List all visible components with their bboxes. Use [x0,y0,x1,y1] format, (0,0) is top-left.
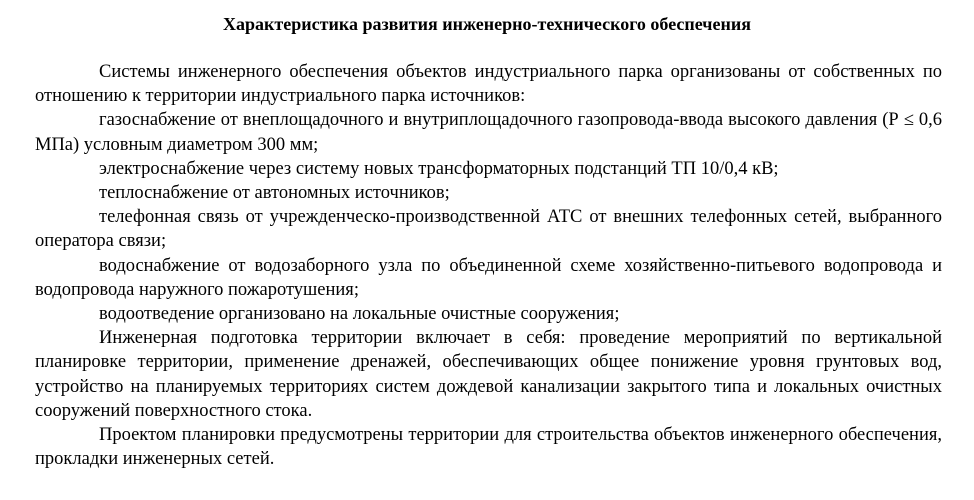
document-body [35,60,942,471]
paragraph-engineering-preparation: Инженерная подготовка территории включает в себя: проведение мероприятий по вертикальной планировке территории, применение дренажей, обеспечивающих общее понижение уровня грунтовых вод, устройство на планируемых территориях систем дождевой канализации закрытого типа и локальных очистных сооружений поверхностного стока. [35,328,942,421]
paragraph-power-supply: электроснабжение через систему новых трансформаторных подстанций ТП 10/0,4 кВ; [99,158,779,179]
paragraph-heat-supply: теплоснабжение от автономных источников; [99,183,450,204]
paragraph-intro: Системы инженерного обеспечения объектов индустриального парка организованы от собственных по отношению к территории индустриального парка источников: [35,62,942,107]
paragraph-drainage: водоотведение организовано на локальные очистные сооружения; [99,304,620,325]
paragraph-water-supply: водоснабжение от водозаборного узла по объединенной схеме хозяйственно-питьевого водопровода и водопровода наружного пожаротушения; [35,255,942,300]
document-title: Характеристика развития инженерно-технического обеспечения [223,14,751,34]
paragraph-planning-project: Проектом планировки предусмотрены территории для строительства объектов инженерного обеспечения, прокладки инженерных сетей. [35,425,942,470]
paragraph-telephone: телефонная связь от учрежденческо-производственной АТС от внешних телефонных сетей, выбранного оператора связи; [35,207,942,252]
paragraph-gas-supply: газоснабжение от внеплощадочного и внутриплощадочного газопровода-ввода высокого давления (Р ≤ 0,6 МПа) условным диаметром 300 мм; [35,110,942,155]
